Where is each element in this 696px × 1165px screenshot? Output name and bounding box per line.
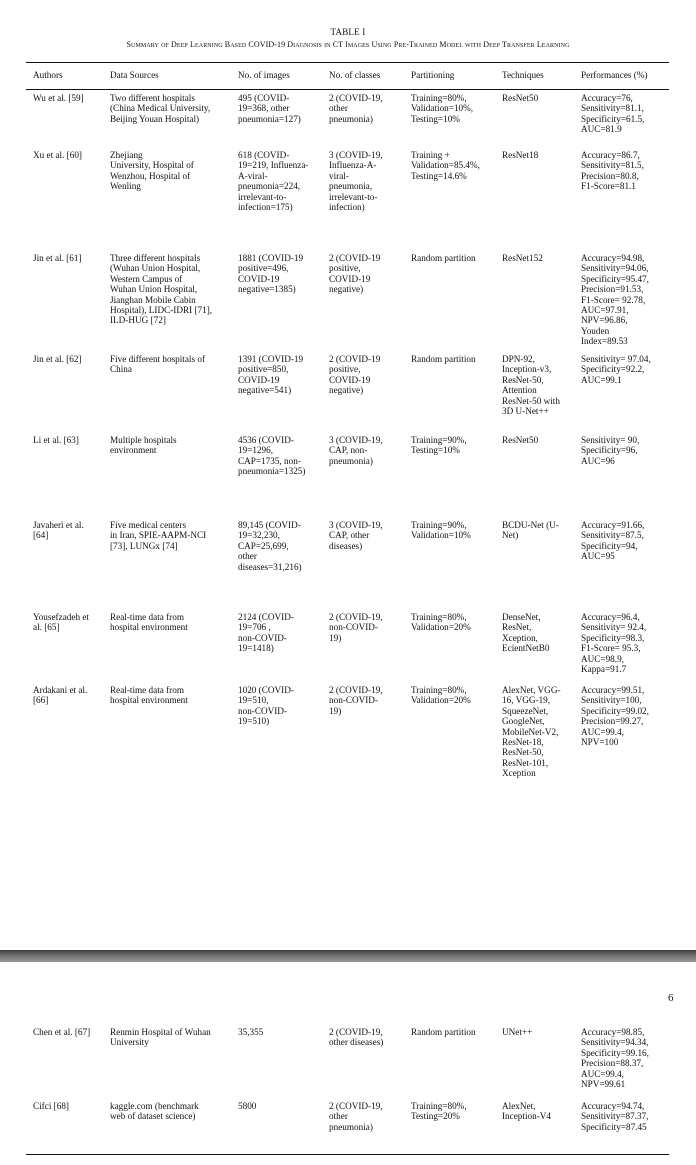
cell-techniques: BCDU-Net (U- Net) (502, 520, 559, 541)
cell-authors: Ardakani et al. [66] (33, 685, 88, 706)
cell-no-of-classes: 2 (COVID-19, other pneumonia) (329, 93, 383, 124)
cell-no-of-images: 35,355 (238, 1027, 264, 1037)
cell-partitioning: Training=80%, Validation=20% (411, 685, 471, 706)
cell-data-sources: Two different hospitals (China Medical University, Beijing Youan Hospital) (110, 93, 211, 124)
cell-data-sources: Renmin Hospital of Wuhan University (110, 1027, 211, 1048)
cell-no-of-classes: 2 (COVID-19, other diseases) (329, 1027, 384, 1048)
cell-partitioning: Training=90%, Validation=10% (411, 520, 471, 541)
table-label: TABLE I (330, 27, 366, 37)
cell-performances: Accuracy=91.66, Sensitivity=87.5, Specificity=94, AUC=95 (581, 520, 645, 562)
table-header (0, 70, 696, 84)
cell-no-of-images: 2124 (COVID- 19=706 , non-COVID- 19=1418) (238, 612, 294, 654)
cell-no-of-classes: 3 (COVID-19, CAP, non- pneumonia) (329, 435, 383, 466)
cell-data-sources: Real-time data from hospital environment (110, 685, 188, 706)
cell-authors: Yousefzadeh et al. [65] (33, 612, 89, 633)
header-authors: Authors (33, 70, 63, 80)
header-no-of-classes: No. of classes (329, 70, 381, 80)
cell-data-sources: Five medical centers in Iran, SPIE-AAPM-NCI [73], LUNGx [74] (110, 520, 207, 551)
header-partitioning: Partitioning (411, 70, 455, 80)
header-techniques: Techniques (502, 70, 544, 80)
cell-techniques: ResNet152 (502, 253, 543, 263)
cell-partitioning: Random partition (411, 354, 476, 364)
cell-performances: Accuracy=98.85, Sensitivity=94.34, Specificity=99.16, Precision=88.37, AUC=99.4, NPV=99.61 (581, 1027, 649, 1090)
cell-no-of-images: 1020 (COVID- 19=510, non-COVID- 19=510) (238, 685, 294, 727)
cell-data-sources: Three different hospitals (Wuhan Union Hospital, Western Campus of Wuhan Union Hospital, Jianghan Mobile Cabin Hospital), LIDC-IDRI [71], ILD-HUG [72] (110, 253, 213, 326)
cell-techniques: ResNet18 (502, 150, 539, 160)
cell-performances: Accuracy=76, Sensitivity=81.1, Specificity=61.5, AUC=81.9 (581, 93, 645, 135)
cell-authors: Xu et al. [60] (33, 150, 82, 160)
table-top-rule (26, 62, 669, 63)
page-break-divider (0, 950, 696, 962)
cell-techniques: DPN-92, Inception-v3, ResNet-50, Attention ResNet-50 with 3D U-Net++ (502, 354, 560, 417)
cell-partitioning: Training=90%, Testing=10% (411, 435, 467, 456)
cell-techniques: DenseNet, ResNet, Xception, EcientNetB0 (502, 612, 550, 654)
table-caption: Summary of Deep Learning Based COVID-19 Diagnosis in CT Images Using Pre-Trained Model with Deep Transfer Learning (126, 40, 570, 49)
header-performances: Performances (%) (581, 70, 648, 80)
cell-performances: Accuracy=94.98, Sensitivity=94.06, Specificity=95.47, Precision=91.53, F1-Score= 92.78, AUC=97.91, NPV=96.86, Youden Index=89.53 (581, 253, 649, 347)
cell-authors: Jin et al. [61] (33, 253, 82, 263)
cell-no-of-classes: 3 (COVID-19, CAP, other diseases) (329, 520, 383, 551)
cell-no-of-classes: 2 (COVID-19 positive, COVID-19 negative) (329, 253, 381, 295)
cell-techniques: ResNet50 (502, 93, 539, 103)
cell-partitioning: Training=80%, Validation=20% (411, 612, 471, 633)
header-bottom-rule (26, 89, 669, 90)
cell-no-of-images: 5800 (238, 1101, 257, 1111)
cell-partitioning: Training=80%, Validation=10%, Testing=10% (411, 93, 474, 124)
cell-partitioning: Random partition (411, 253, 476, 263)
cell-no-of-images: 4536 (COVID- 19=1296, CAP=1735, non- pneumonia=1325) (238, 435, 306, 477)
cell-no-of-classes: 2 (COVID-19 positive, COVID-19 negative) (329, 354, 381, 396)
cell-authors: Wu et al. [59] (33, 93, 84, 103)
page-2 (0, 962, 696, 1165)
cell-authors: Javaheri et al. [64] (33, 520, 84, 541)
cell-data-sources: Real-time data from hospital environment (110, 612, 188, 633)
cell-techniques: UNet++ (502, 1027, 533, 1037)
cell-authors: Li et al. [63] (33, 435, 79, 445)
header-data-sources: Data Sources (110, 70, 159, 80)
cell-performances: Sensitivity= 90, Specificity=96, AUC=96 (581, 435, 640, 466)
cell-authors: Jin et al. [62] (33, 354, 82, 364)
cell-techniques: AlexNet, VGG- 16, VGG-19, SqueezeNet, GoogleNet, MobileNet-V2, ResNet-18, ResNet-50, ResNet-101, Xception (502, 685, 561, 779)
page-number: 6 (668, 992, 674, 1004)
cell-no-of-images: 1881 (COVID-19 positive=496, COVID-19 negative=1385) (238, 253, 304, 295)
cell-data-sources: Zhejiang University, Hospital of Wenzhou, Hospital of Wenling (110, 150, 194, 192)
cell-partitioning: Random partition (411, 1027, 476, 1037)
cell-performances: Accuracy=99.51, Sensitivity=100, Specificity=99.02, Precision=99.27, AUC=99.4, NPV=100 (581, 685, 649, 748)
cell-no-of-classes: 2 (COVID-19, non-COVID- 19) (329, 612, 383, 643)
cell-no-of-images: 495 (COVID- 19=368, other pneumonia=127) (238, 93, 301, 124)
cell-no-of-images: 618 (COVID- 19=219, Influenza- A-viral- pneumonia=224, irrelevant-to- infection=175) (238, 150, 309, 213)
cell-authors: Cifci [68] (33, 1101, 69, 1111)
cell-authors: Chen et al. [67] (33, 1027, 91, 1037)
cell-no-of-classes: 3 (COVID-19, Influenza-A- viral- pneumonia, irrelevant-to- infection) (329, 150, 383, 213)
cell-no-of-classes: 2 (COVID-19, other pneumonia) (329, 1101, 383, 1132)
cell-data-sources: Five different hospitals of China (110, 354, 206, 375)
cell-data-sources: kaggle.com (benchmark web of dataset science) (110, 1101, 199, 1122)
table-bottom-rule (26, 1154, 669, 1155)
cell-performances: Accuracy=96.4, Sensitivity= 92.4, Specificity=98.3, F1-Score= 95.3, AUC=98.9, Kappa=91.7 (581, 612, 647, 675)
cell-techniques: ResNet50 (502, 435, 539, 445)
cell-partitioning: Training + Validation=85.4%, Testing=14.6% (411, 150, 480, 181)
cell-performances: Sensitivity= 97.04, Specificity=92.2, AUC=99.1 (581, 354, 651, 385)
cell-techniques: AlexNet, Inception-V4 (502, 1101, 551, 1122)
cell-no-of-images: 1391 (COVID-19 positive=850, COVID-19 negative=541) (238, 354, 304, 396)
cell-partitioning: Training=80%, Testing=20% (411, 1101, 467, 1122)
cell-performances: Accuracy=86.7, Sensitivity=81.5, Precision=80.8, F1-Score=81.1 (581, 150, 644, 192)
cell-performances: Accuracy=94.74, Sensitivity=87.37, Specificity=87.45 (581, 1101, 649, 1132)
header-no-of-images: No. of images (238, 70, 290, 80)
cell-no-of-classes: 2 (COVID-19, non-COVID- 19) (329, 685, 383, 716)
cell-no-of-images: 89,145 (COVID- 19=32,230, CAP=25,699, other diseases=31,216) (238, 520, 302, 572)
cell-data-sources: Multiple hospitals environment (110, 435, 177, 456)
